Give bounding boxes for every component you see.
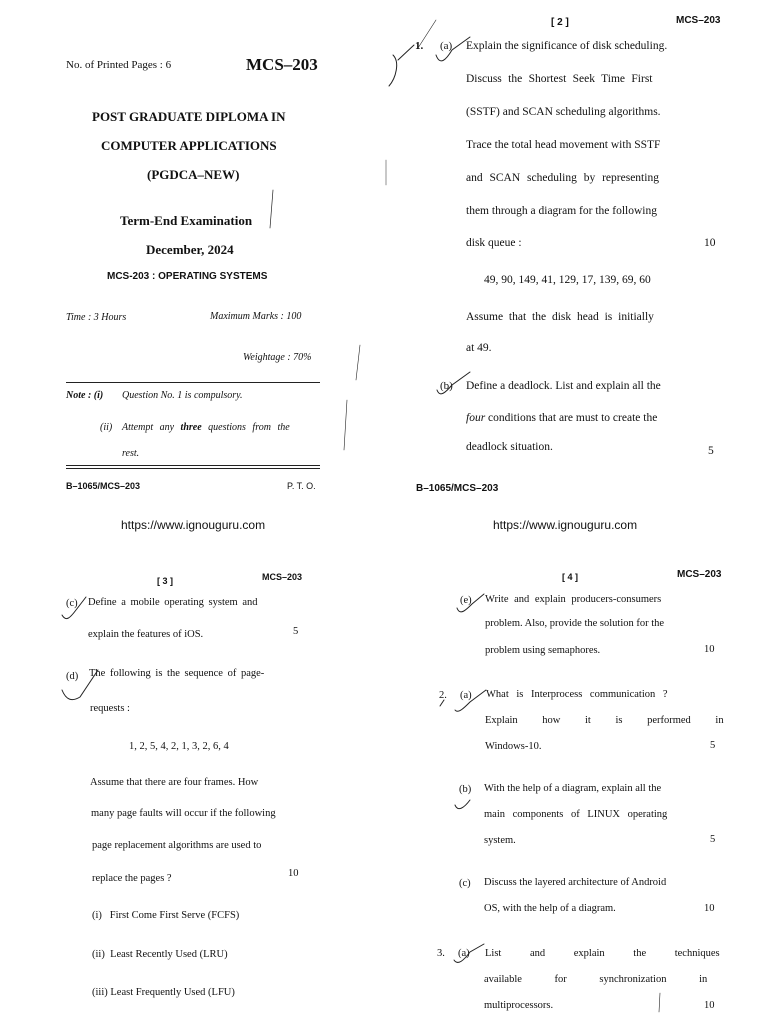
question-number: 3. [437, 948, 445, 959]
tick-mark-icon [455, 800, 470, 809]
question-line: explain the features of iOS. [88, 629, 204, 640]
website-url[interactable]: https://www.ignouguru.com [121, 518, 266, 532]
question-line: multiprocessors. [484, 1000, 554, 1011]
disk-queue: 49, 90, 149, 41, 129, 17, 139, 69, 60 [484, 274, 651, 286]
part-label: (e) [460, 595, 472, 606]
part-label: (c) [459, 878, 471, 889]
part-label: (a) [458, 948, 470, 959]
note-ii-label: (ii) [100, 422, 113, 433]
question-line: Write and explain producers-consumers [485, 594, 662, 605]
question-line: Explain how it is performed in [485, 715, 724, 726]
question-line: With the help of a diagram, explain all the [484, 783, 662, 794]
question-line: main components of LINUX operating [484, 809, 668, 820]
question-line: Assume that there are four frames. How [90, 777, 259, 788]
note-ii-part-c: questions from the [208, 422, 290, 433]
note-i: Question No. 1 is compulsory. [122, 390, 243, 401]
part-label: (a) [440, 40, 453, 52]
scribble-line-icon [344, 400, 347, 450]
marks: 5 [708, 445, 714, 457]
page-number: [ 2 ] [551, 17, 569, 28]
footer-code: B–1065/MCS–203 [66, 481, 141, 491]
website-url[interactable]: https://www.ignouguru.com [493, 518, 638, 532]
question-line: them through a diagram for the following [466, 205, 657, 217]
part-label: (a) [460, 690, 472, 701]
note-ii-part-a: Attempt any [122, 422, 175, 433]
question-line: problem using semaphores. [485, 645, 601, 656]
printed-pages: No. of Printed Pages : 6 [66, 59, 172, 71]
question-line: problem. Also, provide the solution for the [485, 618, 665, 629]
question-line: Windows-10. [485, 741, 542, 752]
footer-code: B–1065/MCS–203 [416, 483, 499, 494]
question-line: system. [484, 835, 516, 846]
question-line: available for synchronization in [484, 974, 708, 985]
question-line: Discuss the layered architecture of Android [484, 877, 667, 888]
divider-line [66, 468, 320, 469]
divider-line [66, 382, 320, 383]
paper-code: MCS–203 [246, 55, 318, 74]
part-label: (c) [66, 598, 78, 609]
program-title-line1: POST GRADUATE DIPLOMA IN [92, 109, 286, 124]
question-line: deadlock situation. [466, 441, 553, 453]
tick-mark-icon [389, 45, 414, 86]
marks: 10 [704, 903, 715, 914]
paper-code: MCS–203 [677, 569, 722, 580]
question-line: Explain the significance of disk scheduling. [466, 40, 668, 52]
marks: 5 [710, 740, 716, 751]
question-line: page replacement algorithms are used to [92, 840, 262, 851]
page-request-sequence: 1, 2, 5, 4, 2, 1, 3, 2, 6, 4 [129, 741, 229, 752]
paper-code: MCS–203 [676, 15, 721, 26]
marks: 10 [704, 644, 715, 655]
exam-date: December, 2024 [146, 242, 234, 257]
note-ii-emphasis: three [180, 422, 202, 433]
question-text: conditions that are must to create the [488, 412, 658, 424]
program-title-line2: COMPUTER APPLICATIONS [101, 138, 277, 153]
question-line: replace the pages ? [92, 873, 172, 884]
question-line: Define a mobile operating system and [88, 597, 258, 608]
note-ii-continued: rest. [122, 448, 140, 459]
option-iii: (iii) Least Frequently Used (LFU) [92, 987, 235, 998]
page-number: [ 3 ] [157, 576, 174, 586]
weightage: Weightage : 70% [243, 352, 312, 363]
part-label: (d) [66, 671, 79, 682]
option-i: (i) First Come First Serve (FCFS) [92, 910, 240, 921]
subject-title: MCS-203 : OPERATING SYSTEMS [107, 271, 268, 282]
marks: 10 [288, 868, 299, 879]
paper-code: MCS–203 [262, 572, 303, 582]
question-line: at 49. [466, 342, 492, 354]
question-number: 2. [439, 690, 447, 701]
scribble-line-icon [659, 993, 660, 1012]
question-line: and SCAN scheduling by representing [466, 172, 659, 184]
marks: 10 [704, 237, 716, 249]
time-allowed: Time : 3 Hours [66, 312, 127, 323]
question-line: many page faults will occur if the following [91, 808, 276, 819]
question-line: Assume that the disk head is initially [466, 311, 654, 323]
question-line: Trace the total head movement with SSTF [466, 139, 661, 151]
divider-line [66, 465, 320, 466]
marks: 5 [710, 834, 716, 845]
note-ii-text [122, 422, 290, 433]
question-line: The following is the sequence of page- [89, 668, 265, 679]
pto-label: P. T. O. [287, 481, 316, 491]
emphasis-text: four [466, 412, 486, 424]
marks: 5 [293, 626, 299, 637]
exam-title: Term-End Examination [120, 213, 253, 228]
question-line: List and explain the techniques [485, 948, 720, 959]
part-label: (b) [459, 784, 472, 795]
question-line: disk queue : [466, 237, 522, 249]
question-line: OS, with the help of a diagram. [484, 903, 616, 914]
option-ii: (ii) Least Recently Used (LRU) [92, 949, 228, 960]
question-line: Define a deadlock. List and explain all the [466, 380, 661, 392]
question-line: Discuss the Shortest Seek Time First [466, 73, 653, 85]
question-line: requests : [90, 703, 130, 714]
note-label: Note : (i) [66, 390, 104, 401]
scribble-line-icon [356, 345, 360, 380]
question-line [466, 412, 657, 424]
program-title-line3: (PGDCA–NEW) [147, 167, 240, 182]
part-label: (b) [440, 380, 453, 392]
page-number: [ 4 ] [562, 572, 579, 582]
question-number: 1. [415, 40, 424, 52]
maximum-marks: Maximum Marks : 100 [210, 311, 302, 322]
scribble-line-icon [270, 190, 273, 228]
question-line: (SSTF) and SCAN scheduling algorithms. [466, 106, 661, 118]
marks: 10 [704, 1000, 715, 1011]
question-line: What is Interprocess communication ? [486, 689, 668, 700]
